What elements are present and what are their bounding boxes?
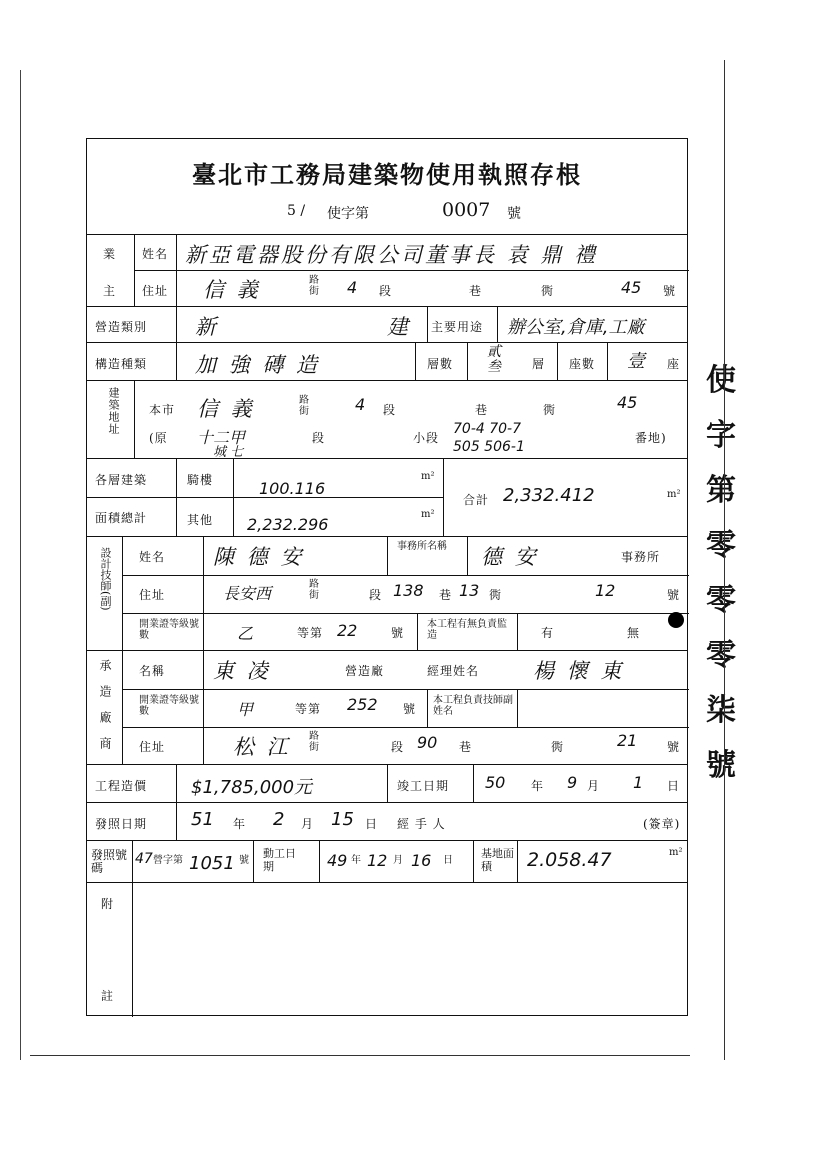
site-subsection-label: 小段 <box>413 431 440 445</box>
annex-label: 騎樓 <box>187 473 214 487</box>
completion-day-label: 日 <box>667 779 681 793</box>
contractor-address-label: 住址 <box>139 740 166 754</box>
permit-suffix: 號 <box>239 855 249 866</box>
designer-license-grade: 乙 <box>237 624 254 643</box>
designer-number-value: 12 <box>595 581 616 600</box>
contractor-license-label: 開業證等級號數 <box>139 695 199 717</box>
area-label-1: 各層建築 <box>95 473 148 487</box>
contractor-address-value: 松 江 <box>233 735 291 759</box>
designer-office-value: 德 安 <box>481 545 539 569</box>
page-edge-left <box>20 70 21 1060</box>
site-section-value: 4 <box>355 395 366 414</box>
margin-char-5: 零 <box>706 583 736 618</box>
designer-license-suffix: 號 <box>391 626 405 640</box>
contractor-section-label: 段 <box>391 740 405 754</box>
page-edge-right <box>724 60 725 1060</box>
site-alley-label: 衖 <box>543 403 557 417</box>
owner-road-value: 信 義 <box>203 278 261 302</box>
site-orig-value-2: 城 七 <box>213 445 244 460</box>
land-label: 基地面積 <box>481 847 514 873</box>
designer-block <box>87 536 687 650</box>
designer-office-suffix: 事務所 <box>621 550 661 564</box>
other-unit: m² <box>421 509 435 520</box>
permit-row <box>87 840 687 882</box>
other-value: 2,232.296 <box>247 515 329 534</box>
contractor-manager-value: 楊 懷 東 <box>533 659 625 683</box>
designer-supervise-none: 無 <box>627 626 641 640</box>
designer-lane-value: 138 <box>393 581 424 600</box>
site-city-label: 本市 <box>149 403 176 417</box>
contractor-block <box>87 650 687 764</box>
issue-label: 發照日期 <box>95 817 148 831</box>
owner-lane-label: 巷 <box>469 284 483 298</box>
site-road-value: 信 義 <box>197 397 255 421</box>
site-plot-values-2: 505 506-1 <box>453 439 525 455</box>
contractor-alley-label: 衖 <box>551 740 565 754</box>
start-label: 動工日期 <box>263 847 296 873</box>
cost-row <box>87 764 687 802</box>
completion-year: 50 <box>485 773 506 792</box>
cost-label: 工程造價 <box>95 779 148 793</box>
owner-number-label: 號 <box>663 284 677 298</box>
site-address-row <box>87 380 687 458</box>
completion-label: 竣工日期 <box>397 779 450 793</box>
start-month-label: 月 <box>393 855 403 866</box>
land-value: 2.058.47 <box>527 849 612 871</box>
floors-unit: 層 <box>532 357 546 371</box>
start-year: 49 <box>327 851 348 870</box>
land-unit: m² <box>669 847 683 858</box>
designer-lane-label: 巷 <box>439 588 453 602</box>
start-day: 16 <box>411 851 432 870</box>
designer-address-label: 住址 <box>139 588 166 602</box>
buildings-label: 座數 <box>569 357 596 371</box>
permit-number: 1051 <box>189 853 235 874</box>
contractor-manager-label: 經理姓名 <box>427 664 480 678</box>
serial-suffix: 號 <box>507 206 521 222</box>
start-year-label: 年 <box>351 855 361 866</box>
owner-address-row <box>87 270 687 306</box>
contractor-group-label: 承造廠商 <box>98 659 112 763</box>
owner-section-value: 4 <box>347 278 358 297</box>
margin-text <box>700 150 820 850</box>
total-value: 2,332.412 <box>503 485 595 506</box>
contractor-number-value: 21 <box>617 731 638 750</box>
site-plot-values-1: 70-4 70-7 <box>453 421 521 437</box>
form-title: 臺北市工務局建築物使用執照存根 <box>192 160 582 189</box>
buildings-value: 壹 <box>627 351 645 372</box>
contractor-license-suffix: 號 <box>403 702 417 716</box>
floors-value: 貳叁 <box>487 344 501 375</box>
annex-unit: m² <box>421 471 435 482</box>
issue-month-label: 月 <box>301 817 315 831</box>
start-day-label: 日 <box>443 855 453 866</box>
seal-label: (簽章) <box>643 817 681 831</box>
site-number-value: 45 <box>617 393 638 412</box>
other-label: 其他 <box>187 513 214 527</box>
contractor-lane-label: 巷 <box>459 740 473 754</box>
contractor-engineer-label: 本工程負責技師副姓名 <box>433 695 513 717</box>
main-use-value: 辦公室,倉庫,工廠 <box>507 317 645 338</box>
contractor-name-value: 東 凌 <box>213 659 271 683</box>
site-orig-label: (原 <box>149 431 168 445</box>
designer-license-no: 22 <box>337 621 358 640</box>
site-group-label: 建築地址 <box>107 387 120 435</box>
margin-char-6: 零 <box>706 638 736 673</box>
area-row <box>87 458 687 536</box>
issue-row <box>87 802 687 840</box>
owner-name-label: 姓名 <box>142 247 169 261</box>
handler-label: 經 手 人 <box>397 817 446 831</box>
margin-char-3: 第 <box>706 473 736 508</box>
site-lane-label: 巷 <box>475 403 489 417</box>
margin-char-1: 使 <box>706 363 736 398</box>
contractor-firm-label: 營造廠 <box>345 664 385 678</box>
remarks-label-bottom: 註 <box>101 989 115 1003</box>
construction-type-label: 營造類別 <box>95 320 148 334</box>
site-orig-value: 十二甲 <box>197 428 246 447</box>
owner-group-label-1: 業 <box>103 247 117 261</box>
issue-day: 15 <box>331 809 354 830</box>
buildings-unit: 座 <box>667 357 681 371</box>
serial-number: 0007 <box>442 199 491 221</box>
page-edge-line <box>30 1055 690 1056</box>
designer-name-label: 姓名 <box>139 550 166 564</box>
remarks-label-top: 附 <box>101 897 115 911</box>
area-label-2: 面積總計 <box>95 511 148 525</box>
main-use-label: 主要用途 <box>431 320 484 334</box>
site-section-label: 段 <box>383 403 397 417</box>
issue-month: 2 <box>273 809 285 830</box>
cost-value: $1,785,000元 <box>191 777 313 798</box>
contractor-number-label: 號 <box>667 740 681 754</box>
serial-prefix: 5 / <box>287 203 306 219</box>
completion-year-label: 年 <box>531 779 545 793</box>
designer-license-mid: 等第 <box>297 626 324 640</box>
designer-alley-value: 13 <box>459 581 480 600</box>
permit-prefix: 47 <box>135 851 153 867</box>
designer-road-label: 路街 <box>309 579 319 601</box>
issue-year: 51 <box>191 809 214 830</box>
owner-address-label: 住址 <box>142 284 169 298</box>
site-road-label: 路街 <box>299 395 309 417</box>
owner-road-label: 路街 <box>309 275 319 297</box>
remarks-row <box>87 882 687 1017</box>
structure-value: 加 強 磚 造 <box>195 353 321 377</box>
designer-office-label: 事務所名稱 <box>397 541 447 552</box>
contractor-license-grade: 甲 <box>237 700 254 719</box>
owner-group-label-2: 主 <box>103 284 117 298</box>
issue-day-label: 日 <box>365 817 379 831</box>
contractor-name-label: 名稱 <box>139 664 166 678</box>
margin-char-2: 字 <box>706 418 736 453</box>
permit-mid: 營字第 <box>153 855 183 866</box>
site-plot-label: 番地) <box>635 431 667 445</box>
owner-number-value: 45 <box>621 278 642 297</box>
construction-type-value-2: 建 <box>387 315 411 339</box>
contractor-lane-value: 90 <box>417 733 438 752</box>
owner-name-row <box>87 234 687 270</box>
serial-label: 使字第 <box>327 206 369 222</box>
designer-alley-label: 衖 <box>489 588 503 602</box>
designer-supervise-value: 有 <box>541 626 555 640</box>
owner-section-label: 段 <box>379 284 393 298</box>
contractor-road-label: 路街 <box>309 731 319 753</box>
completion-month: 9 <box>567 773 578 792</box>
designer-supervise-label: 本工程有無負責監造 <box>427 619 507 641</box>
contractor-license-no: 252 <box>347 695 378 714</box>
permit-form <box>86 138 688 1016</box>
structure-label: 構造種類 <box>95 357 148 371</box>
designer-section-label: 段 <box>369 588 383 602</box>
permit-label: 發照號碼 <box>91 848 128 875</box>
designer-address-value: 長安西 <box>223 584 272 603</box>
completion-day: 1 <box>633 773 644 792</box>
site-orig-section-label: 段 <box>312 431 326 445</box>
total-unit: m² <box>667 489 681 500</box>
construction-type-value-1: 新 <box>195 315 219 339</box>
binding-hole <box>668 612 684 628</box>
designer-group-label: 設計技師(副) <box>99 547 112 611</box>
total-label: 合計 <box>463 493 490 507</box>
structure-row <box>87 342 687 380</box>
completion-month-label: 月 <box>587 779 601 793</box>
annex-value: 100.116 <box>259 479 326 498</box>
owner-name-value: 新亞電器股份有限公司董事長 袁 鼎 禮 <box>185 243 599 267</box>
floors-label: 層數 <box>427 357 454 371</box>
issue-year-label: 年 <box>233 817 247 831</box>
margin-char-8: 號 <box>706 748 736 783</box>
margin-char-7: 柒 <box>706 693 736 728</box>
owner-street-label: 衖 <box>541 284 555 298</box>
start-month: 12 <box>367 851 388 870</box>
margin-char-4: 零 <box>706 528 736 563</box>
designer-name-value: 陳 德 安 <box>213 545 305 569</box>
designer-number-label: 號 <box>667 588 681 602</box>
construction-type-row <box>87 306 687 342</box>
contractor-license-mid: 等第 <box>295 702 322 716</box>
designer-license-label: 開業證等級號數 <box>139 619 199 641</box>
